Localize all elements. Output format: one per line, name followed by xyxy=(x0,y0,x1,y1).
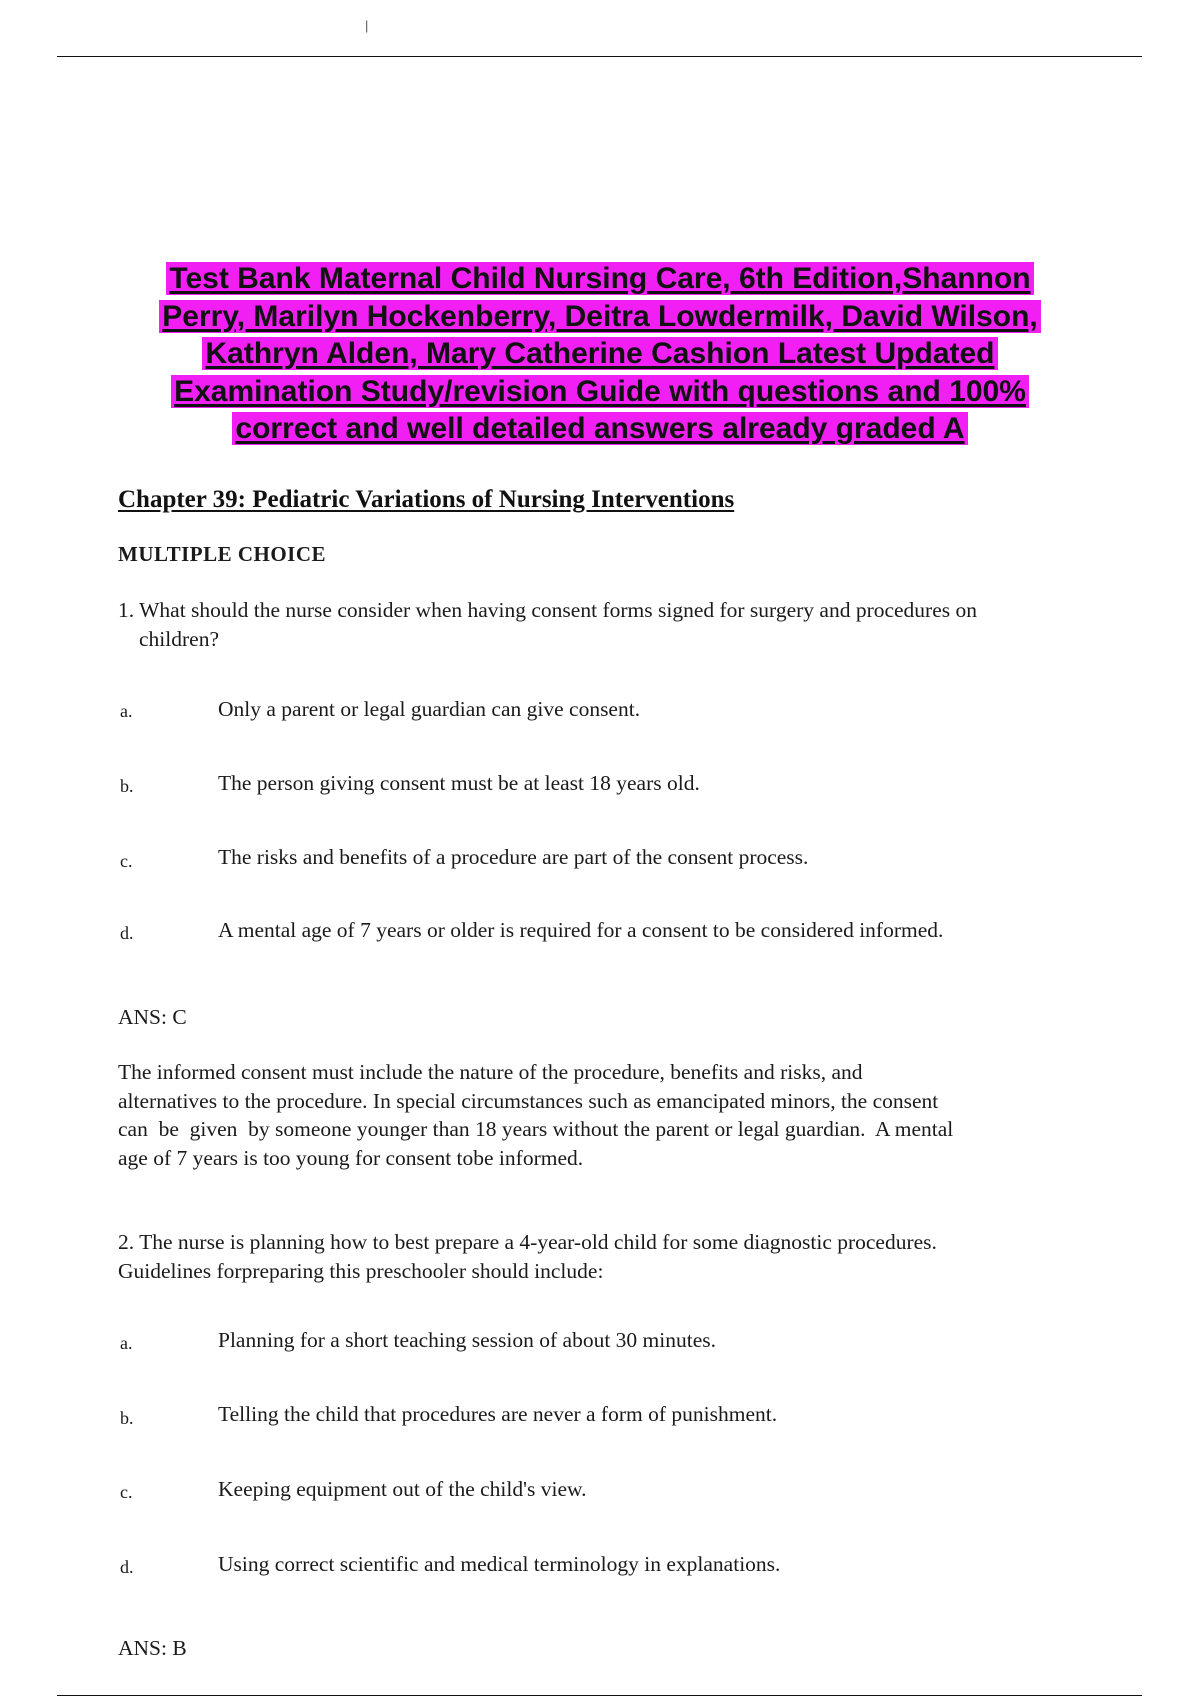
title-line: Examination Study/revision Guide with questions and 100% xyxy=(80,373,1120,411)
answer-1: ANS: C xyxy=(118,1005,187,1029)
section-heading: MULTIPLE CHOICE xyxy=(118,542,327,566)
option-text: Only a parent or legal guardian can give consent. xyxy=(218,697,641,721)
option-letter: a. xyxy=(120,701,133,721)
rationale-line: can be given by someone younger than 18 years without the parent or legal guardian. A mental xyxy=(118,1117,954,1141)
title-line: correct and well detailed answers already graded A xyxy=(80,410,1120,448)
bottom-rule xyxy=(57,1695,1142,1696)
option-letter: b. xyxy=(120,776,134,796)
option-text: The risks and benefits of a procedure are part of the consent process. xyxy=(218,845,809,869)
header-mark: | xyxy=(365,18,369,33)
question-stem-line: 1. What should the nurse consider when having consent forms signed for surgery and procedures on xyxy=(118,598,978,622)
rationale-line: The informed consent must include the nature of the procedure, benefits and risks, and xyxy=(118,1060,863,1084)
chapter-heading: Chapter 39: Pediatric Variations of Nursing Interventions xyxy=(118,486,735,513)
question-stem-line: Guidelines forpreparing this preschooler should include: xyxy=(118,1258,604,1283)
question-2-stem xyxy=(118,1228,937,1285)
option-letter: c. xyxy=(120,1482,133,1502)
rationale-1 xyxy=(118,1058,953,1172)
option-letter: a. xyxy=(120,1333,133,1353)
title-line: Kathryn Alden, Mary Catherine Cashion Latest Updated xyxy=(80,335,1120,373)
top-rule xyxy=(57,56,1142,57)
option-letter: b. xyxy=(120,1408,134,1428)
rationale-line: alternatives to the procedure. In special circumstances such as emancipated minors, the consent xyxy=(118,1088,939,1113)
option-text: A mental age of 7 years or older is required for a consent to be considered informed. xyxy=(218,918,944,942)
option-letter: c. xyxy=(120,851,133,871)
rationale-line: age of 7 years is too young for consent tobe informed. xyxy=(118,1145,584,1170)
option-text: Planning for a short teaching session of about 30 minutes. xyxy=(218,1328,717,1352)
option-text: Using correct scientific and medical terminology in explanations. xyxy=(218,1552,781,1576)
option-letter: d. xyxy=(120,1557,134,1577)
document-title xyxy=(80,260,1120,448)
option-text: The person giving consent must be at least 18 years old. xyxy=(218,771,700,795)
answer-2: ANS: B xyxy=(118,1636,187,1660)
question-1-stem xyxy=(118,596,977,653)
question-stem-line: children? xyxy=(139,626,219,651)
option-text: Keeping equipment out of the child's view. xyxy=(218,1477,587,1501)
title-line: Test Bank Maternal Child Nursing Care, 6th Edition,Shannon xyxy=(80,260,1120,298)
option-letter: d. xyxy=(120,923,134,943)
option-text: Telling the child that procedures are never a form of punishment. xyxy=(218,1402,778,1426)
question-stem-line: 2. The nurse is planning how to best prepare a 4-year-old child for some diagnostic procedures. xyxy=(118,1230,937,1254)
title-line: Perry, Marilyn Hockenberry, Deitra Lowdermilk, David Wilson, xyxy=(80,298,1120,336)
